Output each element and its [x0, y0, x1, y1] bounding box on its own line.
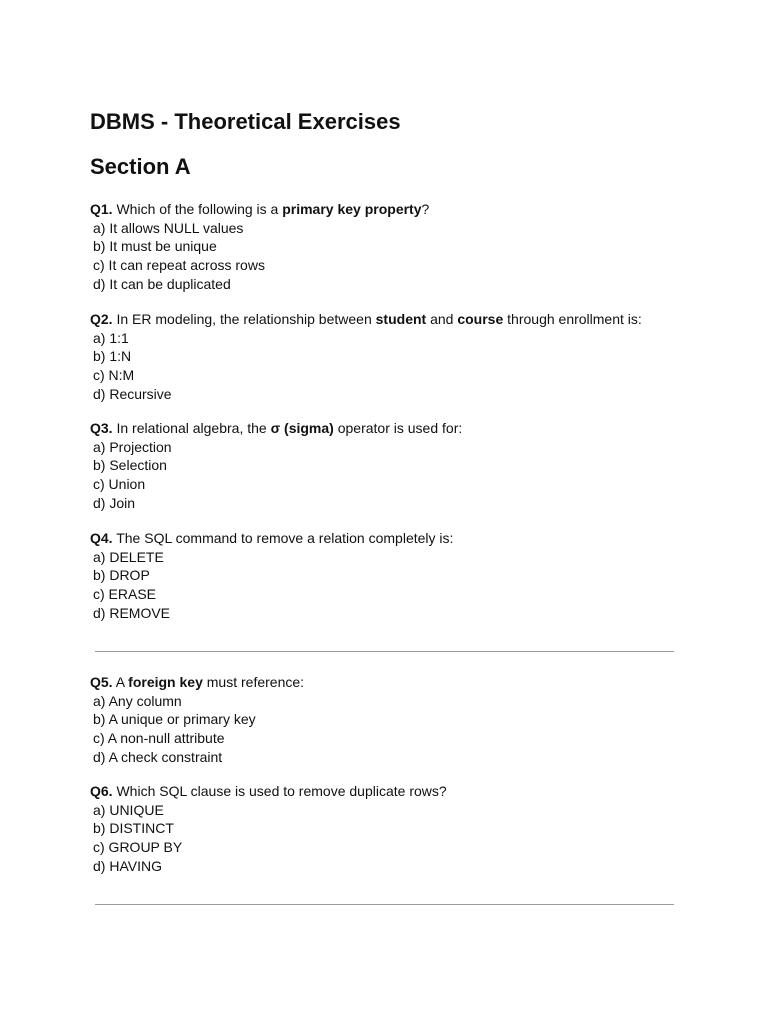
emphasized-term: course — [457, 311, 504, 327]
question-5 — [90, 673, 690, 767]
answer-option: a) It allows NULL values — [93, 219, 244, 236]
answer-option: a) Projection — [93, 438, 172, 455]
document-title: DBMS - Theoretical Exercises — [90, 109, 401, 134]
answer-option: d) Recursive — [93, 385, 172, 402]
question-text: Which of the following is a — [116, 201, 283, 217]
emphasized-term: foreign key — [128, 674, 203, 690]
question-2 — [90, 310, 690, 404]
answer-option: c) ERASE — [93, 586, 157, 603]
question-3 — [90, 419, 690, 513]
question-number: Q3. — [90, 420, 113, 436]
question-stem — [90, 310, 690, 329]
question-4 — [90, 529, 690, 623]
answer-option: d) HAVING — [93, 857, 162, 874]
question-text: A — [115, 674, 129, 690]
section-divider — [95, 651, 674, 652]
question-text: In relational algebra, the — [116, 420, 271, 436]
question-text: ? — [421, 201, 430, 217]
emphasized-term: primary key property — [282, 201, 422, 217]
answer-option: d) REMOVE — [93, 604, 171, 621]
answer-option: a) UNIQUE — [93, 801, 164, 818]
question-6 — [90, 782, 690, 876]
question-text: and — [426, 311, 458, 327]
answer-option: a) DELETE — [93, 548, 164, 565]
question-number: Q5. — [90, 674, 113, 690]
question-text: Which SQL clause is used to remove duplicate rows? — [116, 783, 447, 799]
answer-option: b) DISTINCT — [93, 820, 174, 837]
question-1 — [90, 200, 690, 294]
question-text: In ER modeling, the relationship between — [116, 311, 376, 327]
answer-option: c) A non-null attribute — [93, 730, 225, 747]
answer-option: b) 1:N — [93, 348, 132, 365]
question-number: Q1. — [90, 201, 113, 217]
answer-option: d) It can be duplicated — [93, 275, 231, 292]
question-number: Q2. — [90, 311, 113, 327]
answer-option: c) GROUP BY — [93, 839, 183, 856]
section-heading: Section A — [90, 154, 191, 179]
question-stem — [90, 673, 690, 692]
answer-option: a) 1:1 — [93, 329, 129, 346]
section-divider — [95, 904, 674, 905]
answer-option: b) A unique or primary key — [93, 711, 256, 728]
answer-option: a) Any column — [93, 692, 182, 709]
question-stem — [90, 200, 690, 219]
question-stem — [90, 419, 690, 438]
question-text: must reference: — [202, 674, 305, 690]
question-text: operator is used for: — [333, 420, 463, 436]
answer-option: b) Selection — [93, 457, 167, 474]
answer-option: d) Join — [93, 494, 136, 511]
answer-option: c) N:M — [93, 367, 135, 384]
question-number: Q4. — [90, 530, 113, 546]
answer-option: b) It must be unique — [93, 238, 217, 255]
answer-option: d) A check constraint — [93, 748, 223, 765]
question-stem — [90, 782, 690, 801]
question-number: Q6. — [90, 783, 113, 799]
question-text: through enrollment is: — [503, 311, 642, 327]
question-stem — [90, 529, 690, 548]
answer-option: c) It can repeat across rows — [93, 257, 265, 274]
question-text: The SQL command to remove a relation completely is: — [116, 530, 454, 546]
emphasized-term: student — [375, 311, 427, 327]
answer-option: c) Union — [93, 476, 146, 493]
answer-option: b) DROP — [93, 567, 150, 584]
emphasized-term: σ (sigma) — [270, 420, 334, 436]
